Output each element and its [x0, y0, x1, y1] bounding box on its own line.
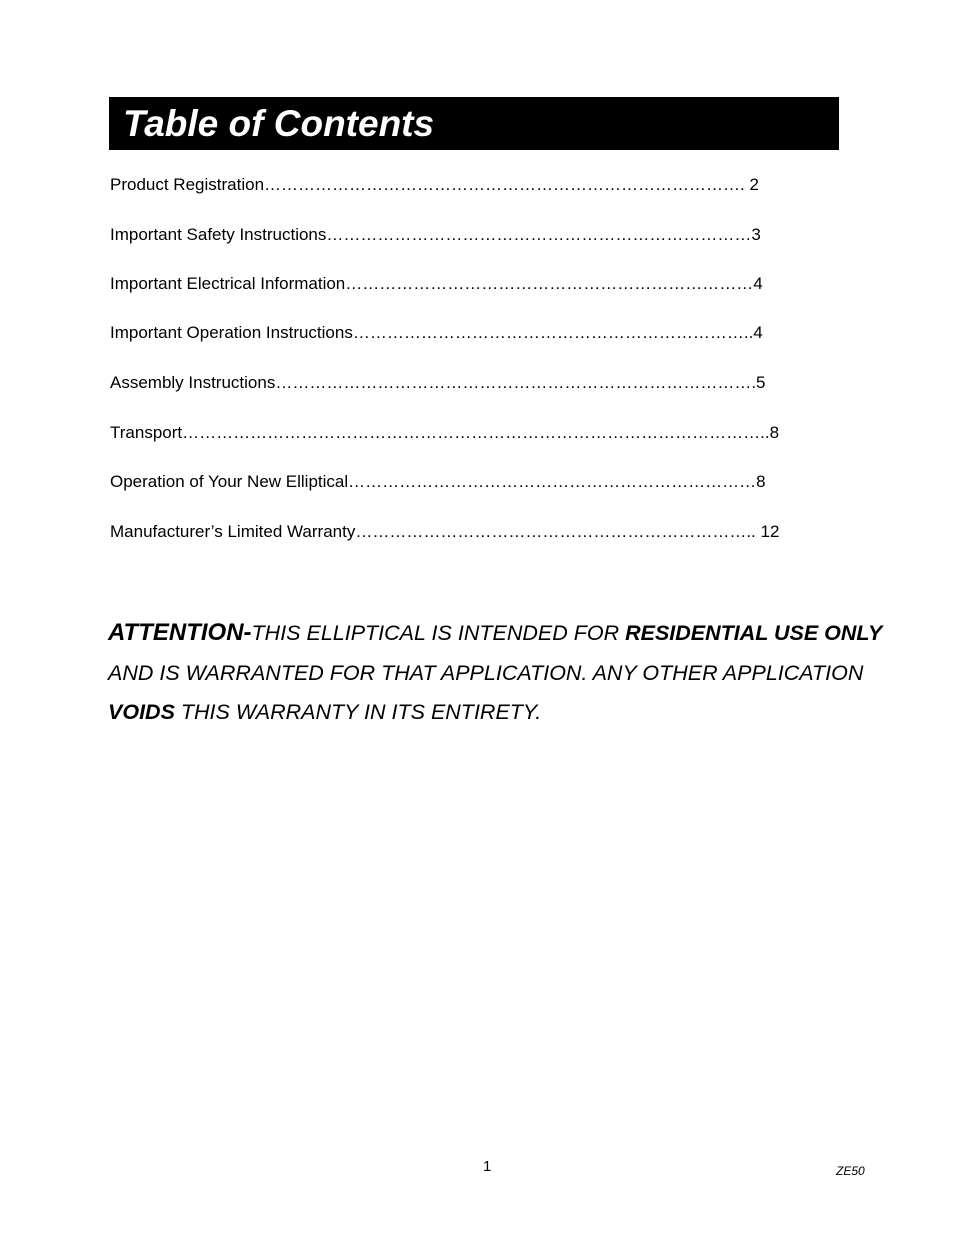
- attention-lead: ATTENTION-: [108, 619, 252, 646]
- attention-line-2: AND IS WARRANTED FOR THAT APPLICATION. ANY OTHER APPLICATION: [108, 660, 864, 685]
- toc-entry-safety-instructions[interactable]: Important Safety Instructions…………………………………………………………………3: [110, 225, 761, 244]
- page-title: Table of Contents: [123, 103, 435, 144]
- attention-emphasis-residential: RESIDENTIAL USE ONLY: [625, 621, 883, 645]
- toc-entry-product-registration[interactable]: Product Registration…………………………………………………………………………. 2: [110, 175, 759, 194]
- toc-entry-operation-elliptical[interactable]: Operation of Your New Elliptical………………………………………………………………8: [110, 472, 766, 491]
- model-number: ZE50: [836, 1164, 865, 1178]
- attention-text-1: THIS ELLIPTICAL IS INTENDED FOR: [251, 621, 626, 645]
- toc-entry-operation-instructions[interactable]: Important Operation Instructions……………………………………………………………..4: [110, 323, 763, 342]
- attention-notice: [108, 613, 908, 733]
- toc-entry-electrical-information[interactable]: Important Electrical Information………………………………………………………………4: [110, 274, 763, 293]
- toc-entry-limited-warranty[interactable]: Manufacturer’s Limited Warranty…………………………………………………………….. 12: [110, 522, 780, 541]
- page-number: 1: [483, 1158, 492, 1175]
- toc-entry-assembly-instructions[interactable]: Assembly Instructions………………………………………………………………………….5: [110, 373, 766, 392]
- toc-header-bar: [109, 97, 839, 150]
- toc-entry-transport[interactable]: Transport…………………………………………………………………………………………..8: [110, 423, 780, 442]
- attention-line-3: [108, 693, 908, 733]
- attention-emphasis-voids: VOIDS: [108, 700, 175, 724]
- attention-text-3: THIS WARRANTY IN ITS ENTIRETY.: [174, 700, 542, 724]
- attention-line-1: [108, 613, 908, 654]
